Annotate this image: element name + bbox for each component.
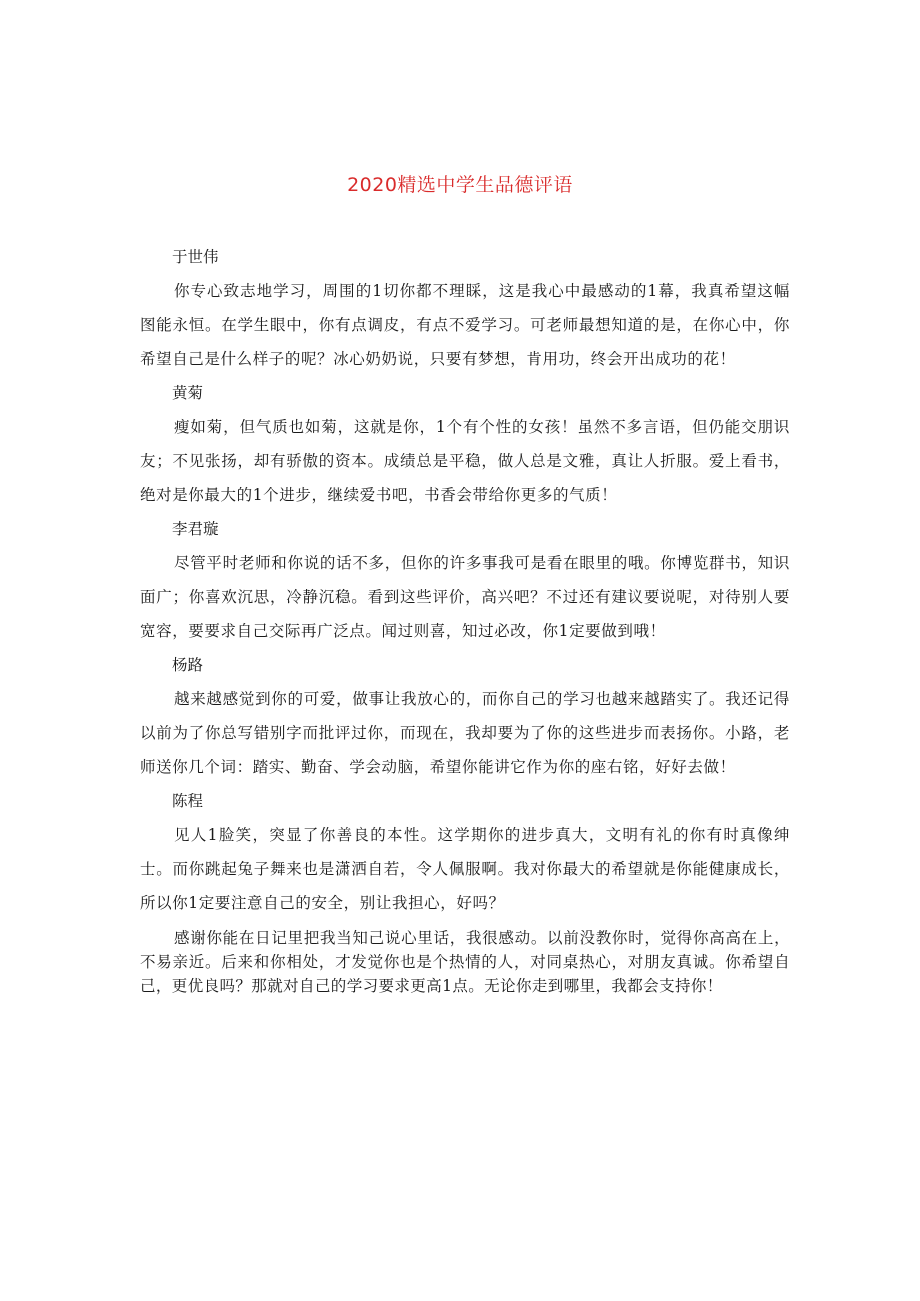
document-body (140, 240, 790, 998)
comment-paragraph: 你专心致志地学习，周围的1切你都不理睬，这是我心中最感动的1幕，我真希望这幅图能永恒。在学生眼中，你有点调皮，有点不爱学习。可老师最想知道的是，在你心中，你希望自己是什么样子的呢？冰心奶奶说，只要有梦想，肯用功，终会开出成功的花！ (140, 282, 790, 368)
student-name: 陈程 (172, 792, 204, 810)
comment-paragraph: 见人1脸笑，突显了你善良的本性。这学期你的进步真大，文明有礼的你有时真像绅士。而你跳起兔子舞来也是潇洒自若，令人佩服啊。我对你最大的希望就是你能健康成长，所以你1定要注意自己的安全，别让我担心，好吗？ (140, 826, 790, 912)
student-name: 杨路 (172, 656, 204, 674)
student-name: 于世伟 (172, 248, 219, 266)
closing-paragraph: 感谢你能在日记里把我当知己说心里话，我很感动。以前没教你时，觉得你高高在上，不易亲近。后来和你相处，才发觉你也是个热情的人，对同桌热心，对朋友真诚。你希望自己，更优良吗？那就对自己的学习要求更高1点。无论你走到哪里，我都会支持你！ (140, 929, 790, 995)
student-name: 黄菊 (172, 384, 204, 402)
document-title: 2020精选中学生品德评语 (347, 174, 573, 196)
student-name: 李君璇 (172, 520, 219, 538)
comment-paragraph: 越来越感觉到你的可爱，做事让我放心的，而你自己的学习也越来越踏实了。我还记得以前为了你总写错别字而批评过你，而现在，我却要为了你的这些进步而表扬你。小路，老师送你几个词：踏实、勤奋、学会动脑，希望你能讲它作为你的座右铭，好好去做！ (140, 690, 790, 776)
comment-paragraph: 瘦如菊，但气质也如菊，这就是你，1个有个性的女孩！虽然不多言语，但仍能交朋识友；不见张扬，却有骄傲的资本。成绩总是平稳，做人总是文雅，真让人折服。爱上看书，绝对是你最大的1个进步，继续爱书吧，书香会带给你更多的气质！ (140, 418, 790, 504)
comment-paragraph: 尽管平时老师和你说的话不多，但你的许多事我可是看在眼里的哦。你博览群书，知识面广；你喜欢沉思，冷静沉稳。看到这些评价，高兴吧？不过还有建议要说呢，对待别人要宽容，要要求自己交际再广泛点。闻过则喜，知过必改，你1定要做到哦！ (140, 554, 790, 640)
